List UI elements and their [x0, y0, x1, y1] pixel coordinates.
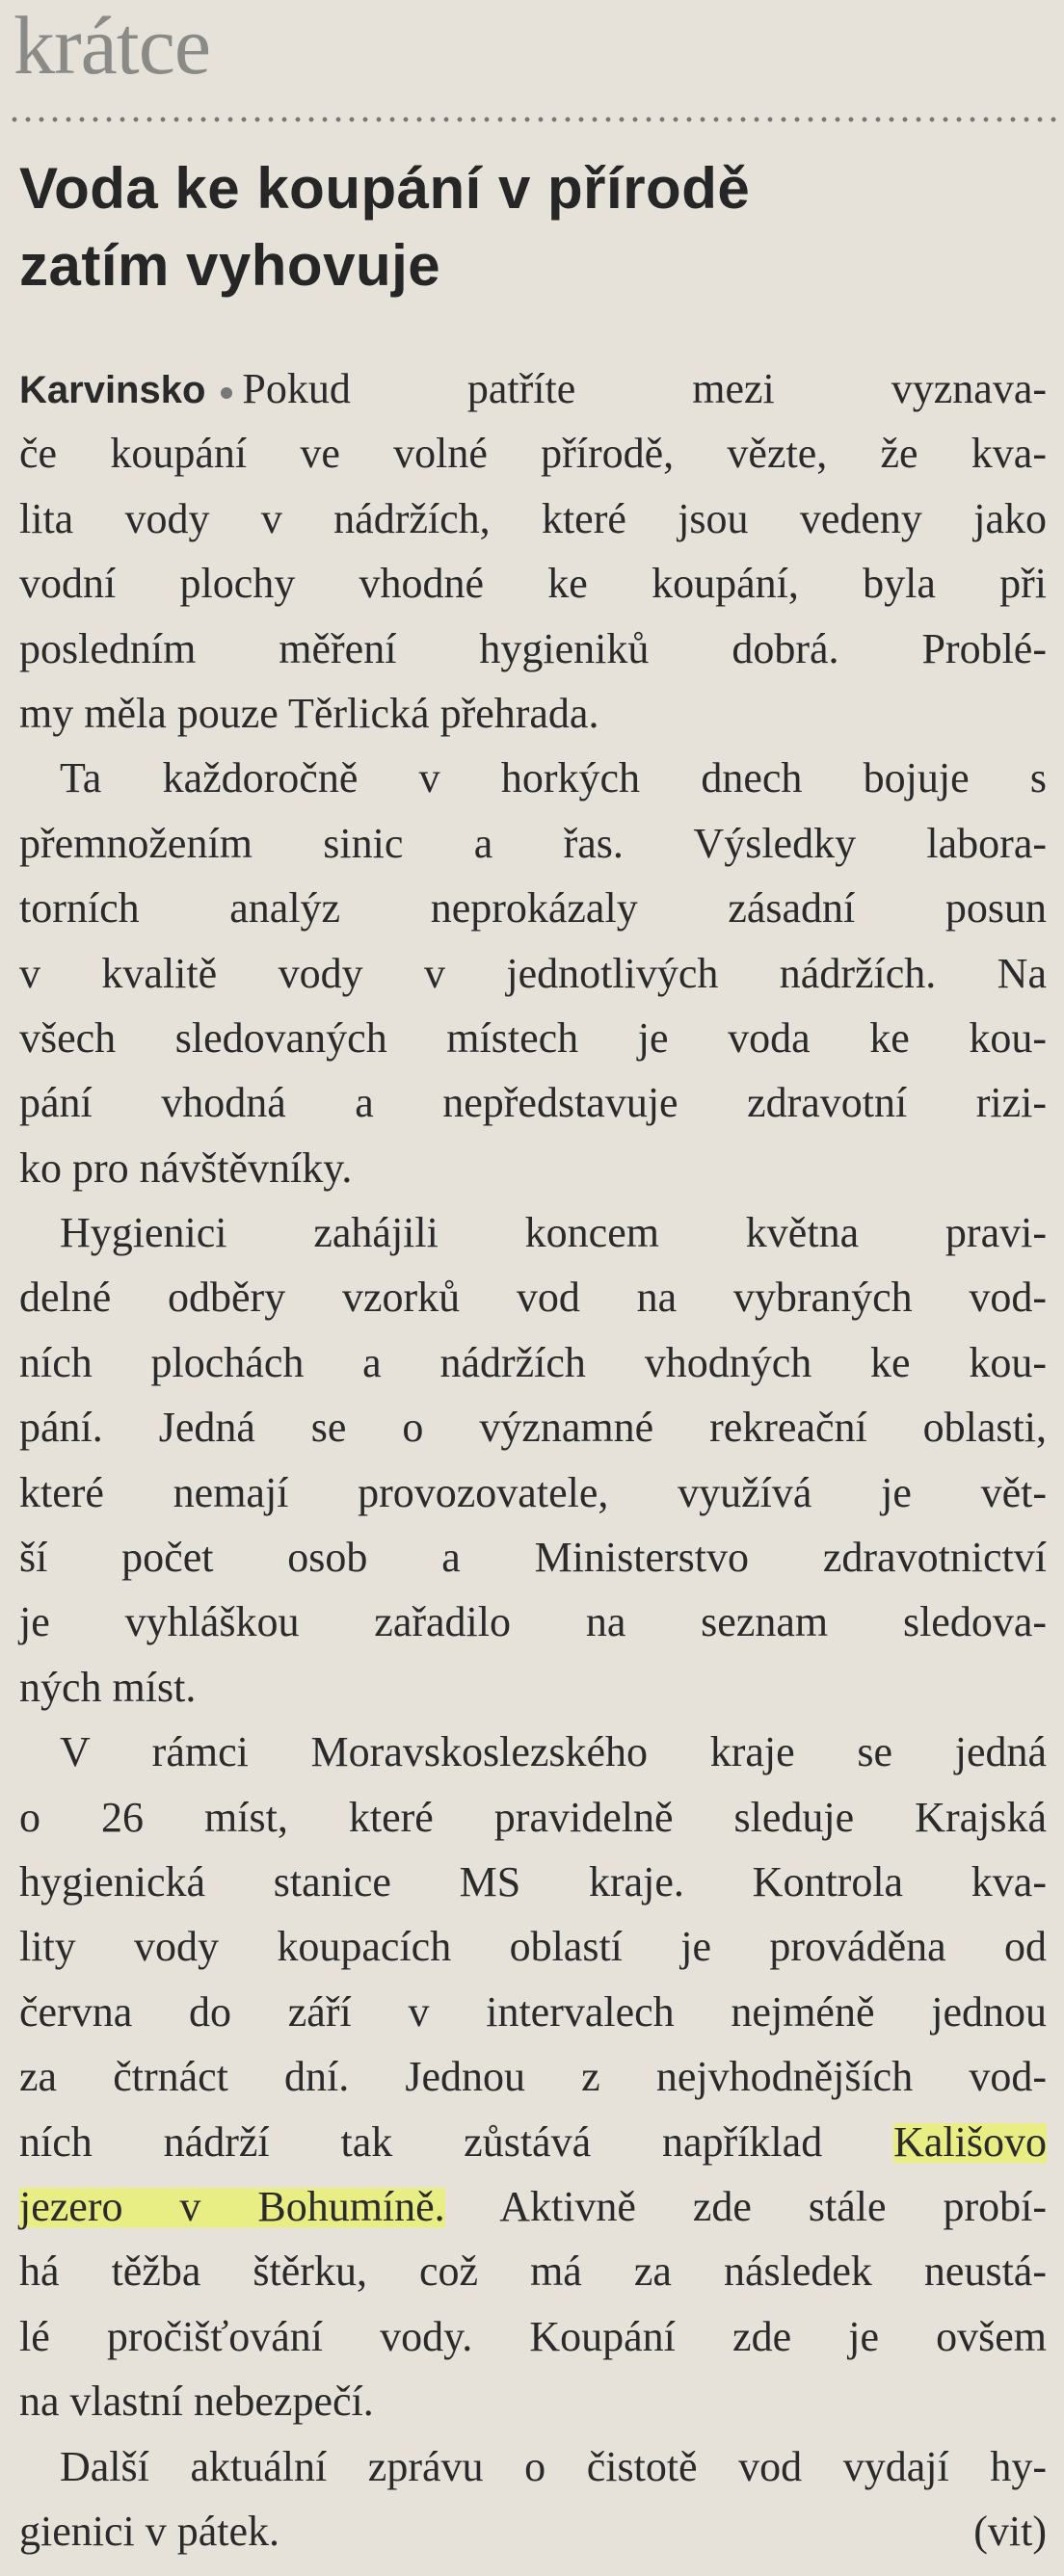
- article-line: há těžba štěrku, což má za následek neustá-: [19, 2247, 1047, 2296]
- article-line: lita vody v nádržích, které jsou vedeny jako: [19, 494, 1047, 542]
- article-line: Ta každoročně v horkých dnech bojuje s: [60, 754, 1047, 802]
- article-line: če koupání ve volné přírodě, vězte, že kva-: [19, 430, 1047, 478]
- headline-line-1: Voda ke koupání v přírodě: [19, 156, 751, 221]
- highlighted-text: Kališovo: [893, 2117, 1048, 2166]
- article-line: vodní plochy vhodné ke koupání, byla při: [19, 560, 1047, 608]
- article-line: gienici v pátek. (vit): [19, 2499, 1047, 2563]
- article-line: ních plochách a nádržích vhodných ke kou-: [19, 1338, 1047, 1386]
- headline-line-2: zatím vyhovuje: [19, 233, 441, 298]
- byline: (vit): [973, 2507, 1047, 2555]
- article-line: jezero v Bohumíně. Aktivně zde stále probí-: [19, 2182, 1047, 2230]
- article-line: na vlastní nebezpečí.: [19, 2378, 374, 2426]
- highlighted-text: jezero v Bohumíně.: [19, 2182, 445, 2230]
- article-line: torních analýz neprokázaly zásadní posun: [19, 884, 1047, 933]
- article-line: V rámci Moravskoslezského kraje se jedná: [60, 1728, 1047, 1776]
- article-line: ných míst.: [19, 1663, 197, 1711]
- article-line: pání. Jedná se o významné rekreační oblasti,: [19, 1404, 1047, 1452]
- article-line: v kvalitě vody v jednotlivých nádržích. Na: [19, 949, 1047, 997]
- article-line: je vyhláškou zařadilo na seznam sledova-: [19, 1598, 1047, 1646]
- article-body: [19, 356, 1047, 2563]
- article-line: za čtrnáct dní. Jednou z nejvhodnějších vod-: [19, 2053, 1047, 2101]
- article-line: ší počet osob a Ministerstvo zdravotnictví: [19, 1534, 1047, 1582]
- article-line: delné odběry vzorků vod na vybraných vod-: [19, 1274, 1047, 1322]
- dateline: Karvinsko: [19, 369, 206, 411]
- article-line: lé pročišťování vody. Koupání zde je ovšem: [19, 2312, 1047, 2360]
- headline: [19, 150, 1041, 304]
- article-line: o 26 míst, které pravidelně sleduje Krajská: [19, 1793, 1047, 1841]
- bullet-icon: [221, 387, 232, 399]
- article-line: Další aktuální zprávu o čistotě vod vydají hy-: [60, 2442, 1047, 2490]
- article-line: všech sledovaných místech je voda ke kou-: [19, 1013, 1047, 1062]
- rubric-label: krátce: [13, 0, 211, 92]
- dotted-divider: [8, 116, 1056, 123]
- article-line: června do září v intervalech nejméně jednou: [19, 1987, 1047, 2036]
- article-line: pání vhodná a nepředstavuje zdravotní rizi-: [19, 1079, 1047, 1127]
- article-line: Karvinsko Pokud patříte mezi vyznava-: [19, 365, 1047, 412]
- article-line: ních nádrží tak zůstává například Kališovo: [19, 2117, 1048, 2166]
- article-line: lity vody koupacích oblastí je prováděna od: [19, 1923, 1047, 1971]
- article-line: ko pro návštěvníky.: [19, 1143, 353, 1192]
- article-line: my měla pouze Těrlická přehrada.: [19, 689, 599, 737]
- article-line: přemnožením sinic a řas. Výsledky labora-: [19, 819, 1047, 867]
- article-line: které nemají provozovatele, využívá je vět-: [19, 1468, 1047, 1516]
- article-line: Hygienici zahájili koncem května pravi-: [60, 1209, 1047, 1257]
- article-line: posledním měření hygieniků dobrá. Problé-: [19, 624, 1047, 672]
- article-line: hygienická stanice MS kraje. Kontrola kva-: [19, 1857, 1047, 1906]
